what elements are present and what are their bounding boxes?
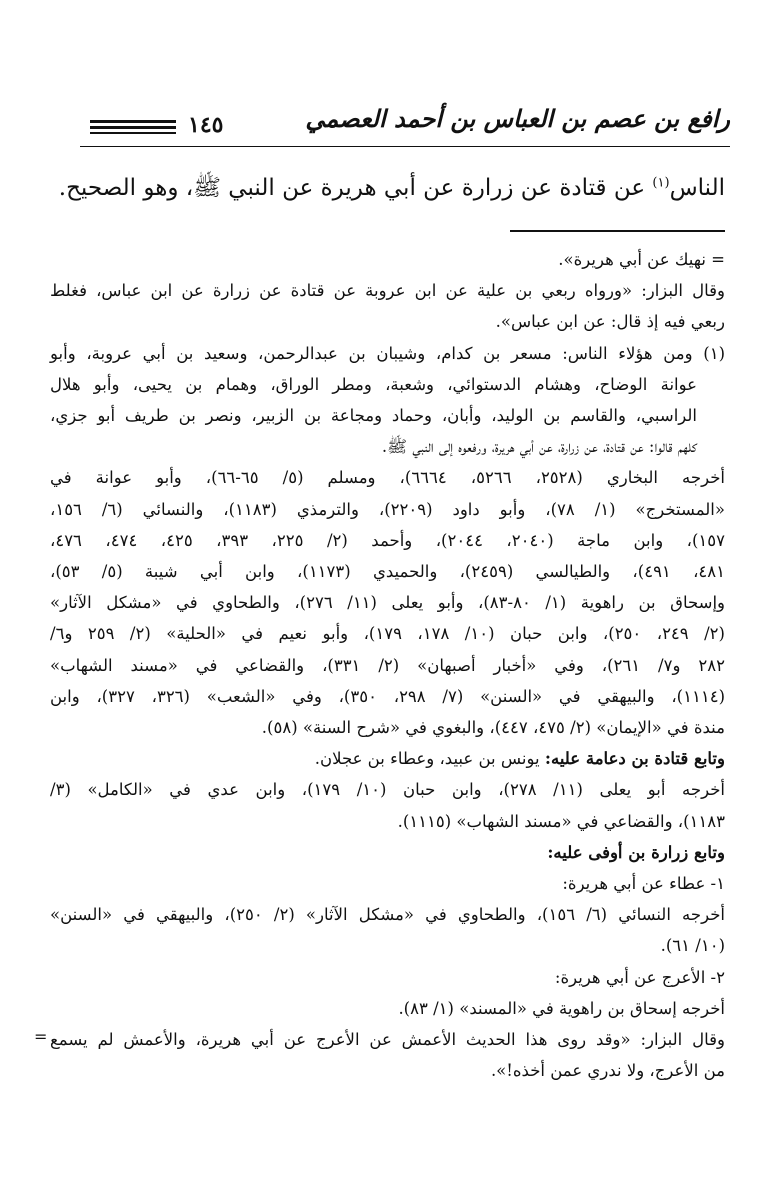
footnote-line: مندة في «الإيمان» (٢/ ٤٧٥، ٤٤٧)، والبغوي في «شرح السنة» (٥٨). (261, 718, 725, 738)
chain-item-2-title: ٢- الأعرج عن أبي هريرة: (554, 967, 725, 987)
running-title: رافع بن عصم بن العباس بن أحمد العصمي (305, 104, 730, 133)
continuation-mark: = (34, 1027, 48, 1046)
footnote-line: من الأعرج، ولا ندري عمن أخذه!». (490, 1061, 725, 1081)
footnote-line: ٤٨١، ٤٩١)، والطيالسي (٢٤٥٩)، والحميدي (١١٧٣)، وابن أبي شيبة (٥/ ٥٣)، (50, 562, 725, 582)
footnote-line: كلهم قالوا: عن قتادة، عن زرارة، عن أبي هريرة، ورفعوه إلى النبي ﷺ. (381, 437, 697, 457)
main-text-start: الناس (669, 175, 725, 201)
follow-up-heading: وتابع زرارة بن أوفى عليه: (547, 842, 725, 862)
footnote-line: «المستخرج» (١/ ٧٨)، وأبو داود (٢٢٠٩)، والترمذي (١١٨٣)، والنسائي (٦/ ١٥٦، (50, 499, 725, 519)
footnote-line: (١٠/ ٦١). (660, 936, 725, 956)
footnote-line: (١١١٤)، والبيهقي في «السنن» (٧/ ٢٩٨، ٣٥٠)، وفي «الشعب» (٣٢٦، ٣٢٧)، وابن (50, 686, 726, 706)
main-text-line (40, 168, 725, 208)
follow-up-2 (50, 837, 725, 1024)
chain-item-1-title: ١- عطاء عن أبي هريرة: (562, 874, 725, 894)
footnote-line: (٢/ ٢٤٩، ٢٥٠)، وابن حبان (١٠/ ١٧٨، ١٧٩)، وأبو نعيم في «الحلية» (٢/ ٢٥٩ و٦/ (50, 624, 725, 644)
footnote-line: أخرجه إسحاق بن راهوية في «المسند» (١/ ٨٣). (398, 998, 725, 1018)
footnote-1 (50, 338, 725, 463)
footnote-line: ٢٨٢ و٧/ ٢٦١)، وفي «أخبار أصبهان» (٢/ ٣٣١)، والقضاعي في «مسند الشهاب» (50, 655, 725, 675)
footnote-line: أخرجه البخاري (٢٥٢٨، ٥٢٦٦، ٦٦٦٤)، ومسلم (٥/ ٦٥-٦٦)، وأبو عوانة في (50, 468, 725, 488)
follow-up-text: يونس بن عبيد، وعطاء بن عجلان. (314, 749, 545, 769)
footnote-line: ١١٨٣)، والقضاعي في «مسند الشهاب» (١١١٥). (397, 811, 725, 831)
footnote-line: (١) ومن هؤلاء الناس: مسعر بن كدام، وشيبان بن عبدالرحمن، وسعيد بن أبي عروبة، وأبو (50, 343, 725, 363)
footnote-line: وإسحاق بن راهوية (١/ ٨٠-٨٣)، وأبو يعلى (١١/ ٢٧٦)، والطحاوي في «مشكل الآثار» (50, 593, 726, 613)
running-header (80, 100, 730, 147)
footnote-line: أخرجه أبو يعلى (١١/ ٢٧٨)، وابن حبان (١٠/ ١٧٩)، وابن عدي في «الكامل» (٣/ (50, 780, 725, 800)
takhrij-1 (50, 462, 725, 743)
footnote-line: = نهيك عن أبي هريرة». (558, 250, 725, 269)
main-text-end: عن قتادة عن زرارة عن أبي هريرة عن النبي ﷺ، وهو الصحيح. (58, 175, 653, 201)
footnote-continuation (50, 244, 725, 338)
follow-up-heading: وتابع قتادة بن دعامة عليه: (544, 749, 725, 769)
footnote-ref-1[interactable]: (١) (652, 175, 670, 191)
footnote-line: ١٥٧)، وابن ماجة (٢٠٤٠، ٢٠٤٤)، وأحمد (٢/ ٢٢٥، ٣٩٣، ٤٢٥، ٤٧٤، ٤٧٦، (50, 530, 725, 550)
footnote-line (50, 743, 725, 774)
footnote-line: ربعي فيه إذ قال: عن ابن عباس». (495, 312, 725, 332)
footnote-separator (510, 230, 725, 232)
footnote-line: وقال البزار: «وقد روى هذا الحديث الأعمش عن الأعرج عن أبي هريرة، والأعمش لم يسمع (50, 1030, 725, 1050)
footnotes (50, 244, 725, 1086)
footnote-line: أخرجه النسائي (٦/ ١٥٦)، والطحاوي في «مشكل الآثار» (٢/ ٢٥٠)، والبيهقي في «السنن» (50, 905, 725, 925)
follow-up-1 (50, 743, 725, 774)
footnote-line: عوانة الوضاح، وهشام الدستوائي، وشعبة، ومطر الوراق، وهمام بن يحيى، وأبو هلال (50, 374, 697, 394)
bazzar-comment (50, 1024, 725, 1086)
header-ornament-bars (90, 120, 176, 137)
footnote-line: وقال البزار: «ورواه ربعي بن علية عن ابن عروبة عن قتادة عن زرارة عن ابن عباس، فغلط (50, 281, 725, 301)
footnote-line: الراسبي، والقاسم بن الوليد، وأبان، وحماد ومجاعة بن الزبير، ونصر بن طريف أبو جزي، (50, 406, 697, 426)
page-number: ١٤٥ (188, 112, 224, 138)
takhrij-2 (50, 774, 725, 836)
